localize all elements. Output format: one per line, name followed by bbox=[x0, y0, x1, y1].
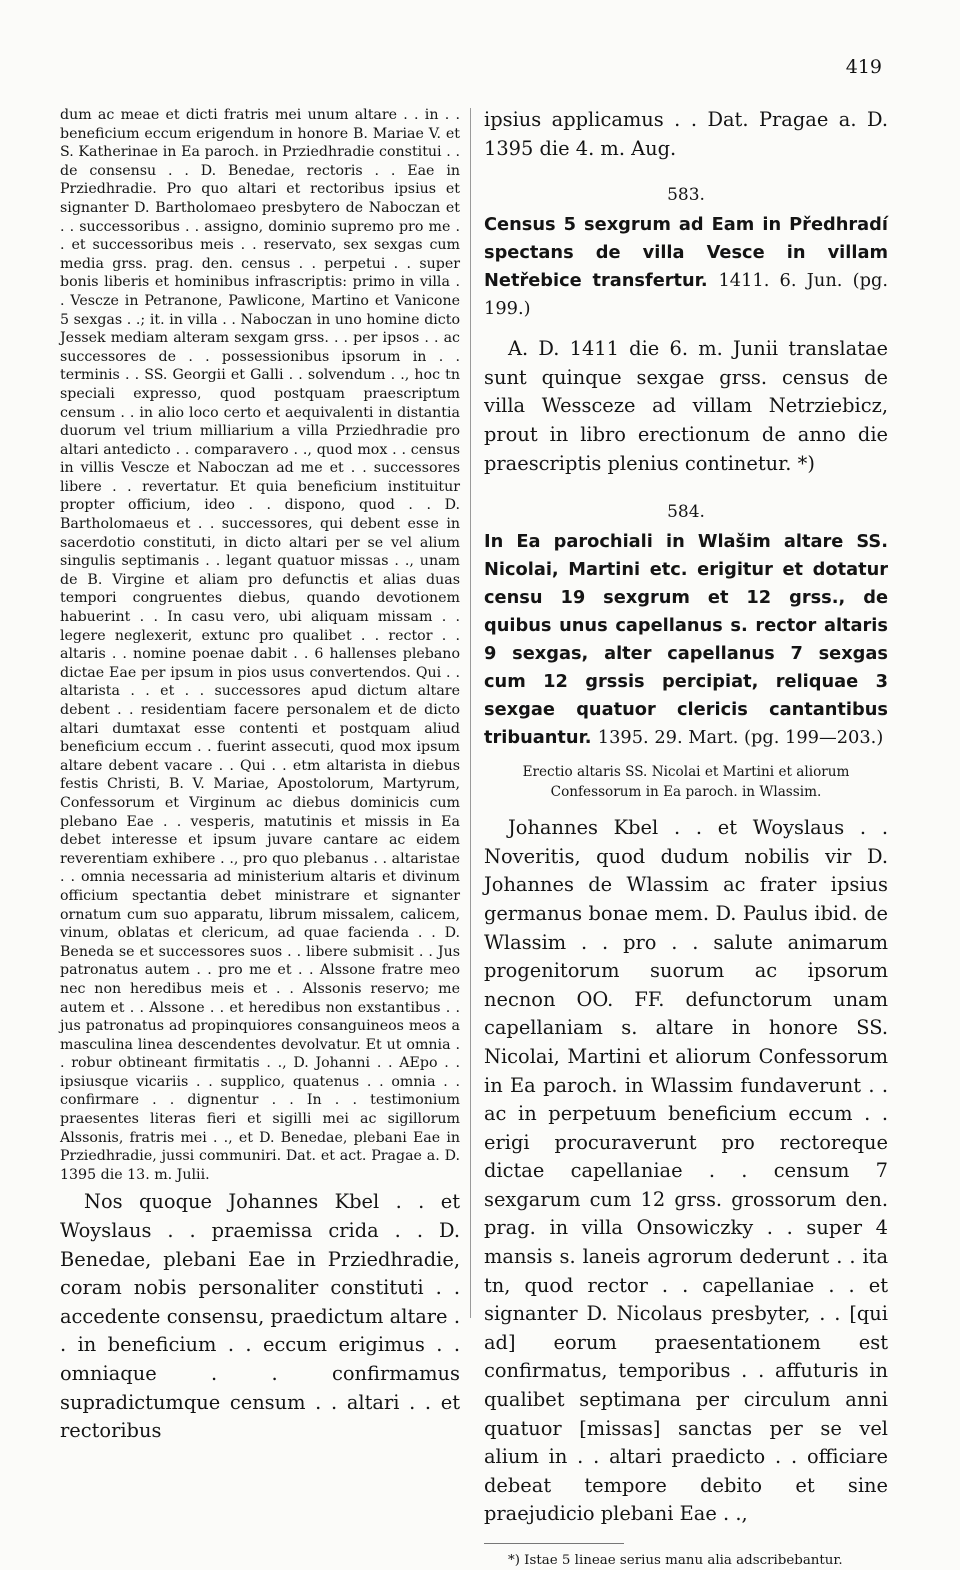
section-584-heading bbox=[484, 528, 888, 752]
section-583-number: 583. bbox=[667, 185, 705, 206]
section-584-subtitle bbox=[484, 762, 888, 802]
section-583-heading-text: Census 5 sexgrum ad Eam in Předhradí spectans de villa Vesce in villam Netřebice transfertur. bbox=[484, 214, 888, 292]
left-column bbox=[60, 106, 460, 1446]
section-584-subtitle-line-1: Erectio altaris SS. Nicolai et Martini et aliorum bbox=[522, 764, 850, 781]
intro-continued: ipsius applicamus . . Dat. Pragae a. D. 1395 die 4. m. Aug. bbox=[484, 108, 888, 160]
section-584-heading-text: In Ea parochiali in Wlašim altare SS. Nicolai, Martini etc. erigitur et dotatur censu 19 sexgrum et 12 grss., de quibus unus capellanus s. rector altaris 9 sexgas, alter capellanus 7 sexgas cum 12 grssis percipiat, reliquae 3 sexgae quatuor clericis cantantibus tribuantur. bbox=[484, 531, 888, 749]
confirmation-text: Nos quoque Johannes Kbel . . et Woyslaus . . praemissa crida . . D. Benedae, plebani Eae in Prziedhradie, coram nobis personaliter constituti . . accedente consensu, praedictum altare . . in beneficium . . eccum erigimus . . omniaque . . confirmamus supradictumque censum . . altari . . et rectoribus bbox=[60, 1190, 460, 1443]
section-583-body: A. D. 1411 die 6. m. Junii translatae sunt quinque sexgae grss. census de villa Wessceze ad villam Netrziebicz, prout in libro erectionum de anno die praescriptis plenius continetur. *) bbox=[484, 337, 888, 475]
column-divider bbox=[470, 108, 471, 1318]
footnote-rule bbox=[484, 1543, 624, 1544]
section-584-ref: 1395. 29. Mart. (pg. 199—203.) bbox=[597, 727, 884, 749]
section-583-ref: 1411. 6. Jun. (pg. 199.) bbox=[484, 270, 888, 320]
footnote: *) Istae 5 lineae serius manu alia adscribebantur. bbox=[508, 1553, 843, 1568]
section-584-body: Johannes Kbel . . et Woyslaus . . Noveritis, quod dudum nobilis vir D. Johannes de Wlassim ac frater ipsius germanus bonae mem. D. Paulus ibid. de Wlassim . . pro . . salute animarum progenitorum suorum ac ipsorum necnon OO. FF. defunctorum unam capellaniam s. altare in honore SS. Nicolai, Martini et aliorum Confessorum in Ea paroch. in Wlassim fundaverunt . . ac in perpetuum beneficium eccum . . erigi procuraverunt pro rectoreque dictae capellaniae . . censum 7 sexgarum cum 12 grss. grossorum den. prag. in villa Onsowiczky . . super 4 mansis s. laneis agrorum dederunt . . ita tn, quod rector . . capellaniae . . et signanter D. Nicolaus presbyter, . . [qui ad] eorum praesentationem est confirmatus, temporibus . . affuturis in qualibet septimana per circulum anni quatuor [missas] sanctas per se vel alium in . . altari praedicto . . officiare debeat tempore debito et sine praejudicio plebani Eae . ., bbox=[484, 816, 888, 1526]
page-number: 419 bbox=[845, 56, 882, 78]
section-584-subtitle-line-2: Confessorum in Ea paroch. in Wlassim. bbox=[550, 784, 822, 801]
section-584-number: 584. bbox=[667, 502, 705, 523]
charter-text-continued: dum ac meae et dicti fratris mei unum altare . . in . . beneficium eccum erigendum in honore B. Mariae V. et S. Katherinae in Ea paroch. in Prziedhradie constitui . . de consensu . . D. Benedae, rectoris . . Eae in Prziedhradie. Pro quo altari et rectoribus ipsius et signanter D. Bartholomaeo presbytero de Naboczan et . . successoribus . . assigno, dominio supremo pro me . . et successoribus meis . . reservato, sex sexgas cum media grss. prag. den. census . . perpetui . . super bonis liberis et hominibus infrascriptis: primo in villa . . Vescze in Petranone, Pawlicone, Martino et Vanicone 5 sexgas . .; it. in villa . . Naboczan in uno homine dicto Jessek mediam alteram sexgam grss. . . per ipsos . . ac successores de . . possessionibus ipsorum in . . terminis . . SS. Georgii et Galli . . solvendum . ., hoc tn speciali expresso, quod postquam praescriptum censum . . in alio loco certo et aequivalenti in distantia duorum vel trium milliarium a villa Prziedhradie pro altari antedicto . . comparavero . ., quod mox . . census in villis Vescze et Naboczan ad me et . . successores libere . . revertatur. Et quia beneficium instituitur propter officium, ideo . . dispono, quod . . D. Bartholomaeus et . . successores, qui debent esse in sacerdotio constituti, in dicto altari per se vel alium singulis septimanis . . legant quatuor missas . ., unam de B. Virgine et aliam pro defunctis et alias duas tempori congruentes diebus, quando devotionem habuerint . . In casu vero, ubi aliquam missam . . legere neglexerit, extunc pro qualibet . . rector . . altaris . . nomine poenae dabit . . 6 hallenses plebano dictae Eae per ipsum in pios usus convertendos. Qui . . altarista . . et . . successores apud dictum altare debent . . residentiam facere personalem et de dicto altari dumtaxat esse contenti et postquam aliud beneficium eccum . . fuerint assecuti, quod mox ipsum altare debent vacare . . Qui . . etm altarista in diebus festis Christi, B. V. Mariae, Apostolorum, Martyrum, Confessorum et Virginum ac diebus dominicis cum plebano Eae . . vesperis, matutinis et missis in Ea debet interesse et ipsum juvare cantare ac eidem reverentiam exhibere . ., pro quo plebanus . . altaristae . . omnia necessaria ad ministerium altaris et divinum officium spectantia debet ministrare et signanter ornatum cum suo apparatu, librum missalem, calicem, vinum, oblatas et clericum, ad quae facienda . . D. Beneda se et successores suos . . libere submisit . . Jus patronatus autem . . pro me et . . Alssone fratre meo nec non heredibus meis et . . Alssonis reservo; me autem et . . Alssone . . et heredibus non exstantibus . . jus patronatus ad propinquiores consanguineos meos a masculina linea descendentes devolvatur. Et ut omnia . . robur obtineant firmitatis . ., D. Johanni . . AEpo . . ipsiusque vicariis . . supplico, quatenus . . omnia . . confirmare . . dignentur . . In . . testimonium praesentes literas fieri et sigilli mei ac sigillorum Alssonis, fratris mei . ., et D. Benedae, plebani Eae in Prziedhradie, jussi communiri. Dat. et act. Pragae a. D. 1395 die 13. m. Julii. bbox=[60, 107, 460, 1183]
section-583-heading bbox=[484, 211, 888, 323]
right-column bbox=[484, 106, 888, 1570]
